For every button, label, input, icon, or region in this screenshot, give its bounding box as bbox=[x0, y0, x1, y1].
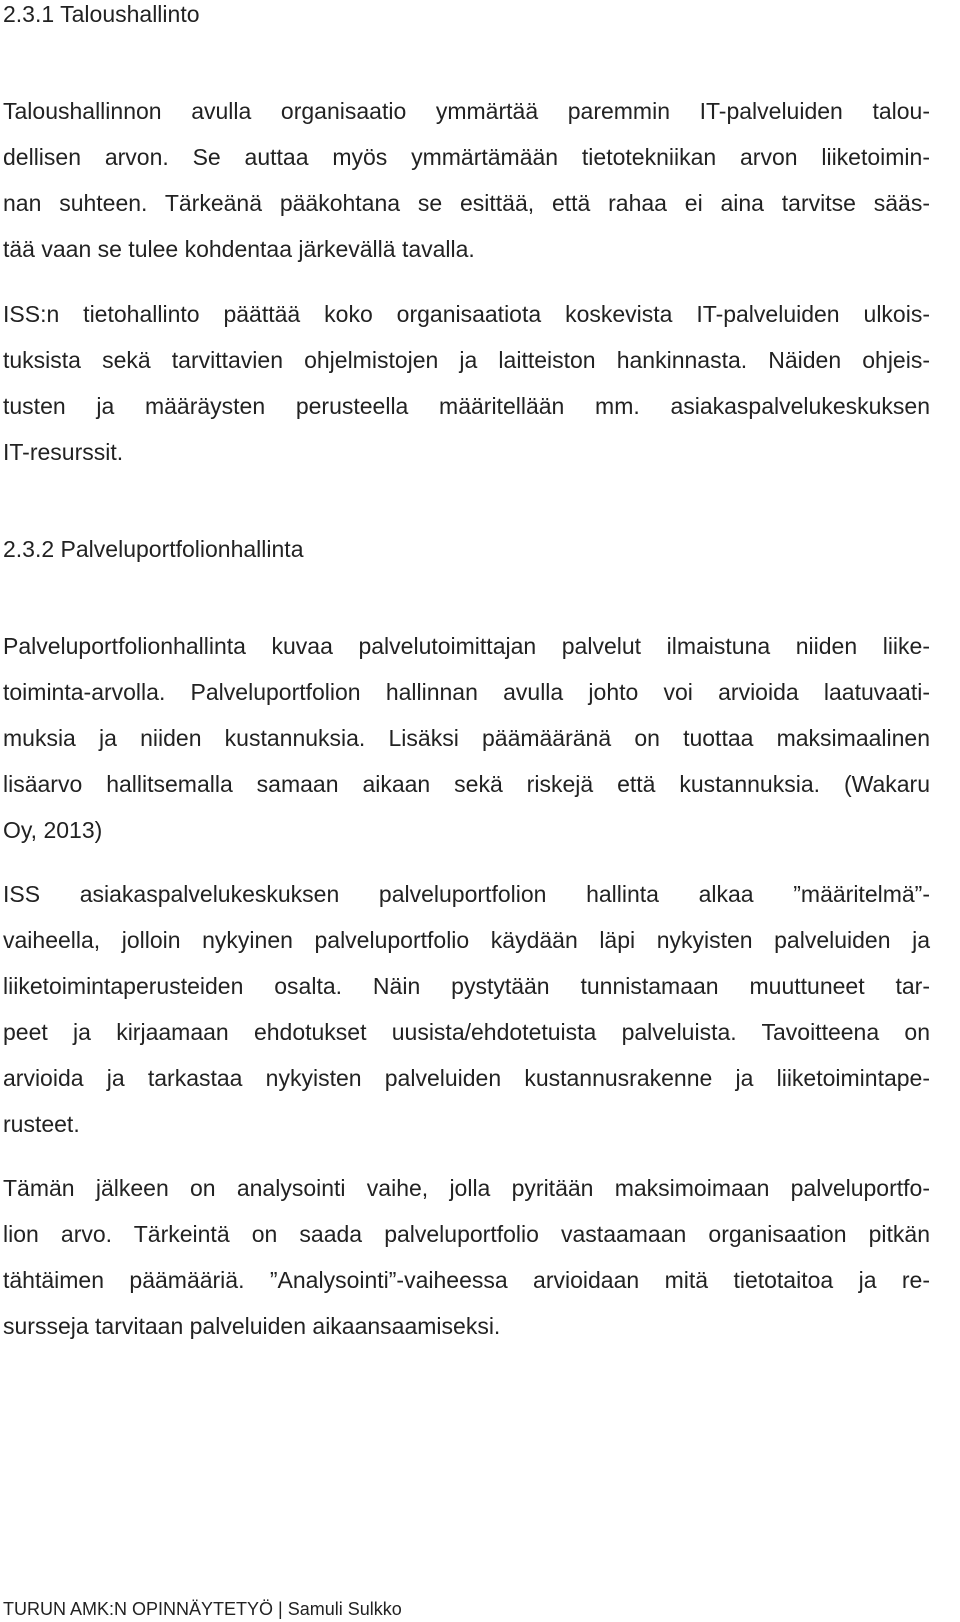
text-line: IT-resurssit. bbox=[3, 439, 124, 465]
text-line: peet ja kirjaamaan ehdotukset uusista/ehdotetuista palveluista. Tavoitteena on bbox=[3, 1019, 930, 1045]
text-line: lisäarvo hallitsemalla samaan aikaan sekä riskejä että kustannuksia. (Wakaru bbox=[3, 771, 930, 797]
text-line: tusten ja määräysten perusteella määritellään mm. asiakaspalvelukeskuksen bbox=[3, 393, 930, 419]
text-line: dellisen arvon. Se auttaa myös ymmärtämään tietotekniikan arvon liiketoimin- bbox=[3, 144, 930, 170]
paragraph bbox=[3, 88, 930, 272]
paragraph bbox=[3, 1165, 930, 1349]
text-line: ISS:n tietohallinto päättää koko organisaatiota koskevista IT-palveluiden ulkois- bbox=[3, 301, 930, 327]
text-line: tähtäimen päämääriä. ”Analysointi”-vaiheessa arvioidaan mitä tietotaitoa ja re- bbox=[3, 1267, 930, 1293]
text-line: muksia ja niiden kustannuksia. Lisäksi päämääränä on tuottaa maksimaalinen bbox=[3, 725, 930, 751]
text-line: lion arvo. Tärkeintä on saada palveluportfolio vastaamaan organisaation pitkän bbox=[3, 1221, 930, 1247]
text-line: arvioida ja tarkastaa nykyisten palveluiden kustannusrakenne ja liiketoimintape- bbox=[3, 1065, 930, 1091]
text-line: Tämän jälkeen on analysointi vaihe, jolla pyritään maksimoimaan palveluportfo- bbox=[3, 1175, 930, 1201]
text-line: nan suhteen. Tärkeänä pääkohtana se esittää, että rahaa ei aina tarvitse sääs- bbox=[3, 190, 930, 216]
paragraph bbox=[3, 291, 930, 475]
paragraph bbox=[3, 623, 930, 853]
text-line: ISS asiakaspalvelukeskuksen palveluportfolion hallinta alkaa ”määritelmä”- bbox=[3, 881, 930, 907]
page-footer: TURUN AMK:N OPINNÄYTETYÖ | Samuli Sulkko bbox=[3, 1599, 402, 1619]
text-line: Taloushallinnon avulla organisaatio ymmärtää paremmin IT-palveluiden talou- bbox=[3, 98, 930, 124]
text-line: tuksista sekä tarvittavien ohjelmistojen ja laitteiston hankinnasta. Näiden ohjeis- bbox=[3, 347, 930, 373]
text-line: tää vaan se tulee kohdentaa järkevällä tavalla. bbox=[3, 236, 475, 262]
text-line: Oy, 2013) bbox=[3, 817, 103, 843]
paragraph bbox=[3, 871, 930, 1147]
text-line: vaiheella, jolloin nykyinen palveluportfolio käydään läpi nykyisten palveluiden ja bbox=[3, 927, 930, 953]
text-line: rusteet. bbox=[3, 1111, 80, 1137]
text-line: sursseja tarvitaan palveluiden aikaansaamiseksi. bbox=[3, 1313, 501, 1339]
text-line: toiminta-arvolla. Palveluportfolion hallinnan avulla johto voi arvioida laatuvaati- bbox=[3, 679, 930, 705]
text-line: liiketoimintaperusteiden osalta. Näin pystytään tunnistamaan muuttuneet tar- bbox=[3, 973, 930, 999]
section-heading: 2.3.1 Taloushallinto bbox=[3, 1, 200, 27]
section-heading: 2.3.2 Palveluportfolionhallinta bbox=[3, 536, 304, 562]
text-line: Palveluportfolionhallinta kuvaa palvelutoimittajan palvelut ilmaistuna niiden liike- bbox=[3, 633, 930, 659]
